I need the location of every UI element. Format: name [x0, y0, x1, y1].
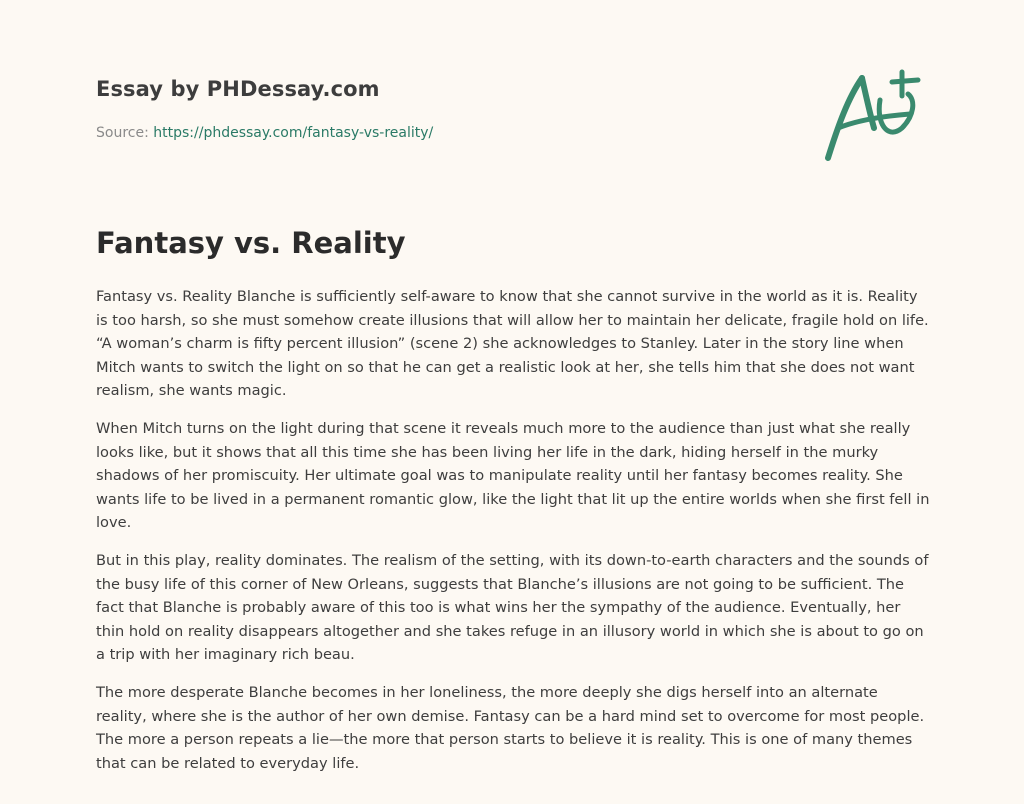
source-link[interactable]: https://phdessay.com/fantasy-vs-reality/ — [153, 125, 434, 141]
essay-body — [96, 285, 930, 789]
essay-paragraph: But in this play, reality dominates. The realism of the setting, with its down-to-earth characters and the sounds of the busy life of this corner of New Orleans, suggests that Blanche’s illusions are not going to be sufficient. The fact that Blanche is probably aware of this too is what wins her the sympathy of the audience. Eventually, her thin hold on reality disappears altogether and she takes refuge in an illusory world in which she is about to go on a trip with her imaginary rich beau. — [96, 551, 929, 664]
site-title: Essay by PHDessay.com — [96, 77, 380, 101]
source-label: Source: — [96, 125, 149, 141]
essay-paragraph: Fantasy vs. Reality Blanche is sufficiently self-aware to know that she cannot survive in the world as it is. Reality is too harsh, so she must somehow create illusions that will allow her to maintain her delicate, fragile hold on life. “A woman’s charm is fifty percent illusion” (scene 2) she acknowledges to Stanley. Later in the story line when Mitch wants to switch the light on so that he can get a realistic look at her, she tells him that she does not want realism, she wants magic. — [96, 288, 929, 400]
essay-title: Fantasy vs. Reality — [96, 226, 406, 260]
a-plus-grade-icon — [818, 66, 930, 166]
source-line — [96, 125, 433, 141]
essay-paragraph: The more desperate Blanche becomes in her loneliness, the more deeply she digs herself into an alternate reality, where she is the author of her own demise. Fantasy can be a hard mind set to overcome for most people. The more a person repeats a lie—the more that person starts to believe it is reality. This is one of many themes that can be related to everyday life. — [96, 683, 925, 772]
essay-paragraph: When Mitch turns on the light during that scene it reveals much more to the audience than just what she really looks like, but it shows that all this time she has been living her life in the dark, hiding herself in the murky shadows of her promiscuity. Her ultimate goal was to manipulate reality until her fantasy becomes reality. She wants life to be lived in a permanent romantic glow, like the light that lit up the entire worlds when she first fell in love. — [96, 419, 930, 532]
